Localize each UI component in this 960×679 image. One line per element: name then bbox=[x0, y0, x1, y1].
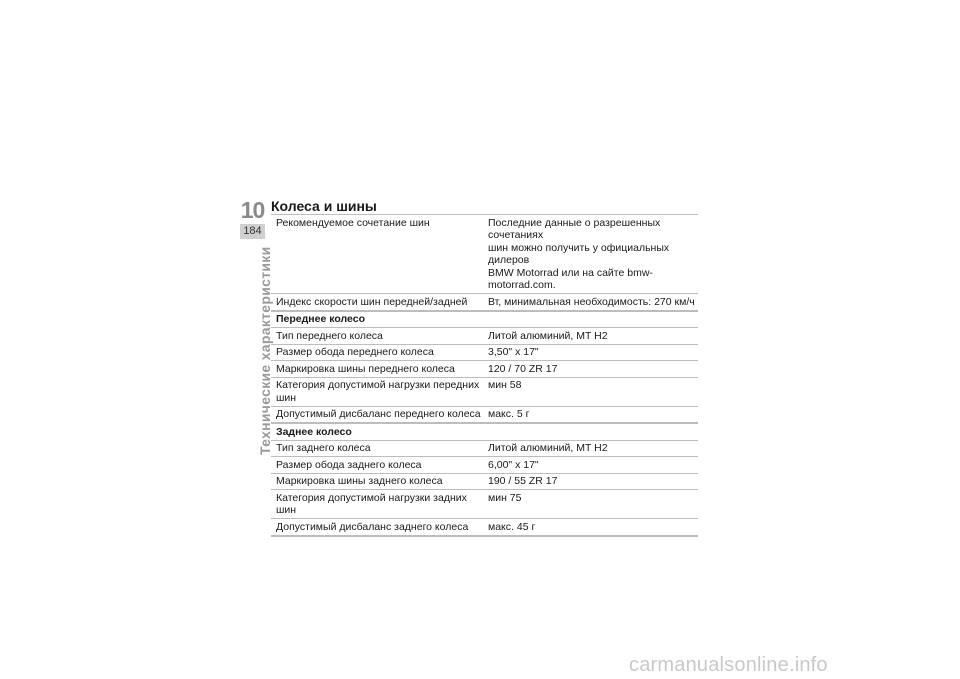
row-label: Маркировка шины заднего колеса bbox=[276, 475, 443, 487]
watermark: carmanualsonline.info bbox=[629, 654, 828, 676]
row-value: Вт, минимальная необходимость: 270 км/ч bbox=[488, 295, 695, 308]
value-line: Последние данные о разрешенных сочетаниях bbox=[488, 216, 661, 241]
row-value: мин 75 bbox=[488, 491, 522, 504]
wheels-tyres-spec-table bbox=[271, 214, 698, 537]
row-value: 3,50" x 17" bbox=[488, 346, 539, 358]
table-row bbox=[271, 519, 698, 537]
value-line: шин можно получить у официальных дилеров bbox=[488, 241, 670, 266]
row-label: Допустимый дисбаланс переднего колеса bbox=[276, 408, 481, 420]
row-label: Размер обода заднего колеса bbox=[276, 458, 422, 471]
row-label: Тип переднего колеса bbox=[276, 329, 383, 342]
row-value: 120 / 70 ZR 17 bbox=[488, 362, 558, 375]
row-label: Категория допустимой нагрузки задних шин bbox=[276, 491, 467, 516]
row-value bbox=[488, 217, 698, 292]
row-value: макс. 45 г bbox=[488, 520, 536, 533]
table-row bbox=[271, 378, 698, 407]
row-value: 190 / 55 ZR 17 bbox=[488, 475, 558, 487]
row-value: 6,00" x 17" bbox=[488, 458, 539, 471]
table-row-speed-index bbox=[271, 294, 698, 312]
row-label: Допустимый дисбаланс заднего колеса bbox=[276, 520, 469, 533]
rear-wheel-heading: Заднее колесо bbox=[271, 424, 698, 441]
row-value: мин 58 bbox=[488, 379, 522, 391]
row-value: Литой алюминий, MT H2 bbox=[488, 329, 608, 342]
page-number: 184 bbox=[240, 224, 265, 239]
table-row bbox=[271, 441, 698, 458]
table-row bbox=[271, 328, 698, 345]
table-row-tyre-combination bbox=[271, 214, 698, 294]
chapter-side-title: Технические характеристики bbox=[257, 246, 273, 455]
row-value: макс. 5 г bbox=[488, 408, 530, 420]
table-row bbox=[271, 361, 698, 378]
table-row bbox=[271, 457, 698, 474]
table-row bbox=[271, 407, 698, 425]
table-row bbox=[271, 345, 698, 362]
row-label: Индекс скорости шин передней/задней bbox=[276, 295, 468, 308]
chapter-number: 10 bbox=[240, 197, 265, 223]
section-title: Колеса и шины bbox=[271, 198, 377, 214]
table-row bbox=[271, 490, 698, 519]
row-label: Маркировка шины переднего колеса bbox=[276, 362, 455, 375]
value-line: BMW Motorrad или на сайте bmw-motorrad.com. bbox=[488, 266, 653, 291]
front-wheel-heading: Переднее колесо bbox=[271, 312, 698, 329]
row-label: Тип заднего колеса bbox=[276, 442, 371, 454]
row-label: Рекомендуемое сочетание шин bbox=[276, 216, 430, 229]
table-row bbox=[271, 474, 698, 491]
row-label: Размер обода переднего колеса bbox=[276, 346, 434, 358]
side-title-container bbox=[241, 246, 273, 455]
row-label: Категория допустимой нагрузки передних шин bbox=[276, 379, 480, 404]
row-value: Литой алюминий, MT H2 bbox=[488, 442, 608, 454]
